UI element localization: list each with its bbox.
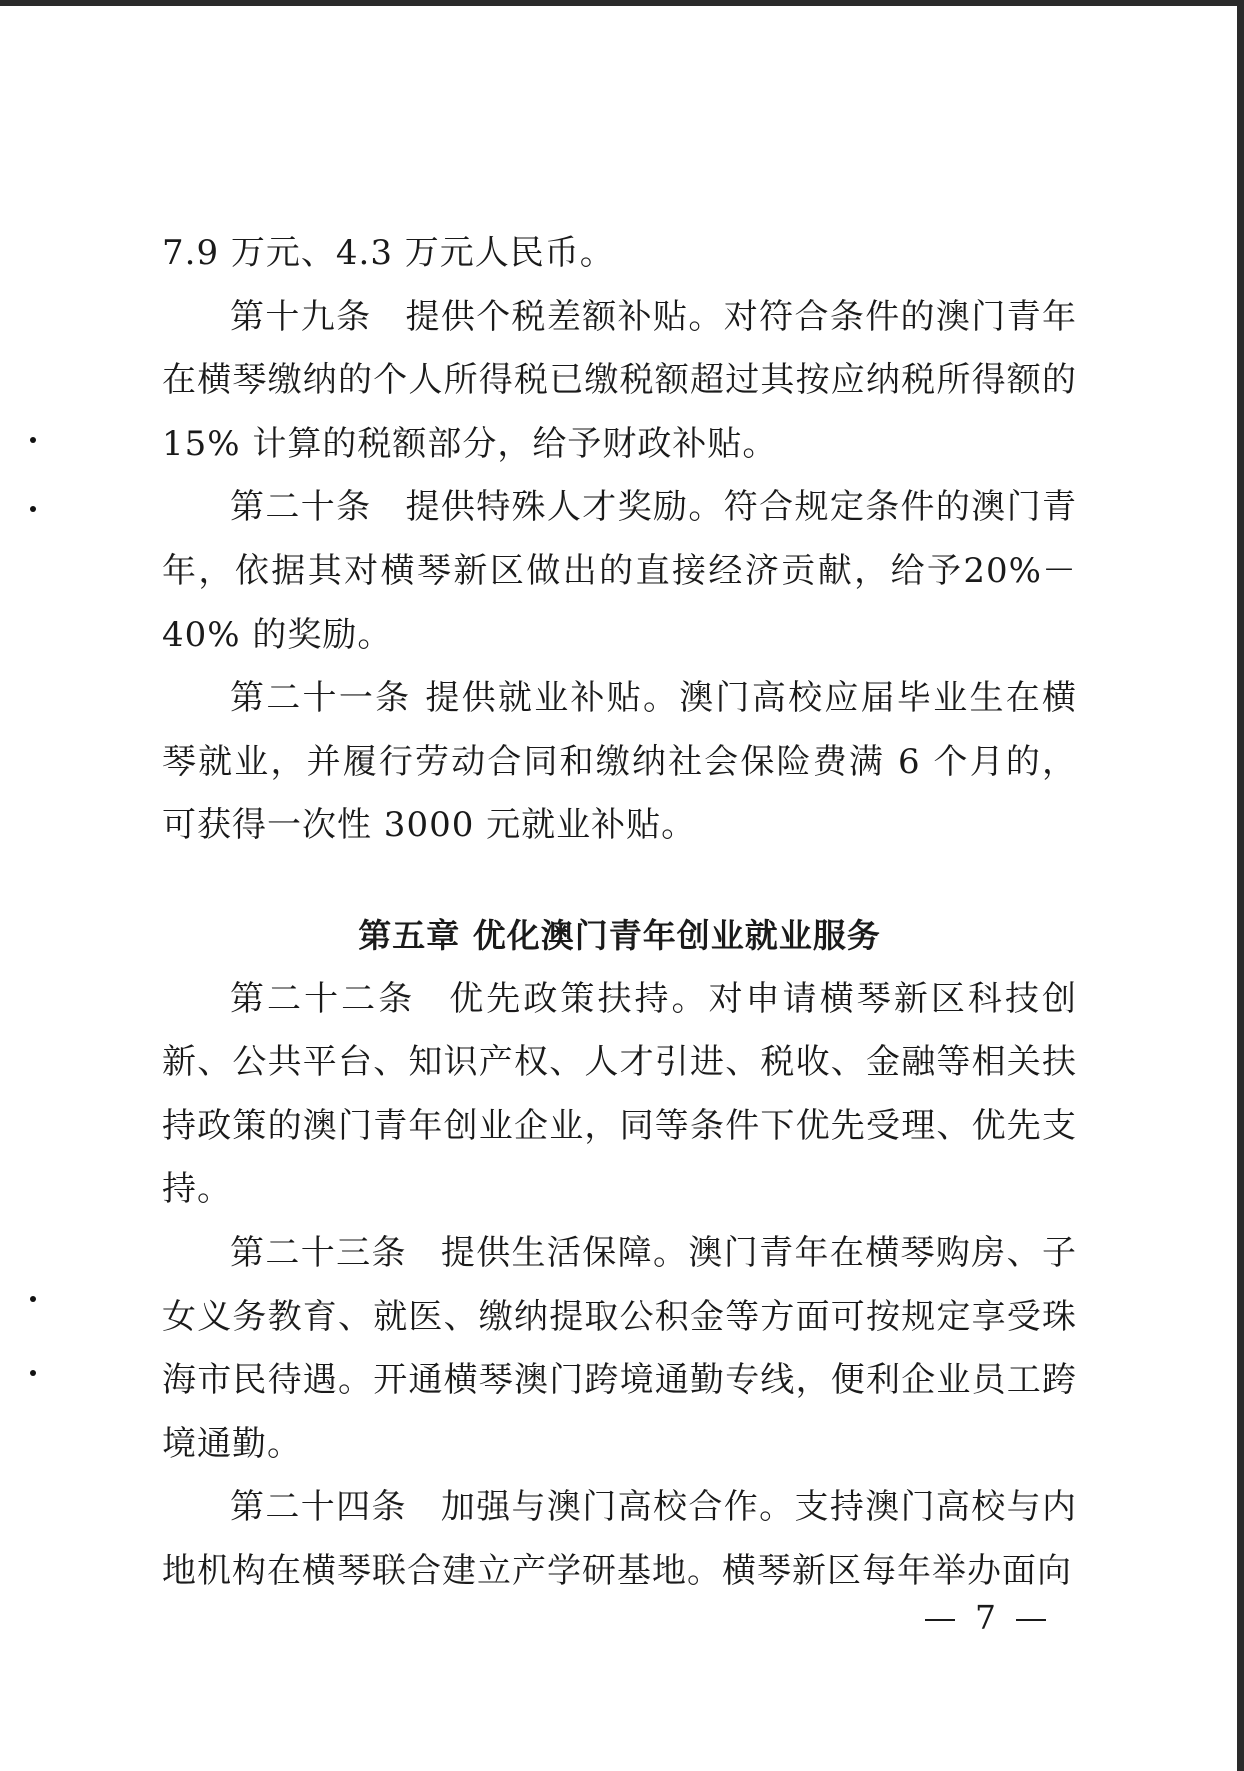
- article-22: [162, 968, 1077, 1222]
- scan-border-top: [0, 0, 1244, 6]
- article-number: 第二十四条: [230, 1487, 407, 1528]
- article-number: 第十九条: [230, 296, 372, 337]
- article-number: 第二十一条: [230, 678, 412, 719]
- chapter-heading: 第五章 优化澳门青年创业就业服务: [358, 915, 881, 955]
- binding-hole-mark: [30, 506, 36, 512]
- binding-hole-mark: [30, 437, 36, 443]
- article-number: 第二十二条: [230, 978, 416, 1019]
- binding-hole-mark: [30, 1296, 36, 1302]
- scan-border-right: [1237, 0, 1244, 1771]
- article-number: 第二十三条: [230, 1232, 407, 1273]
- paragraph-continuation: 7.9 万元、4.3 万元人民币。: [162, 233, 615, 273]
- footer-dash-left: [925, 1619, 955, 1621]
- footer-dash-right: [1016, 1619, 1046, 1621]
- article-19: [162, 286, 1077, 477]
- binding-hole-mark: [30, 1370, 36, 1376]
- article-text: 优先政策扶持。对申请横琴新区科技创新、公共平台、知识产权、人才引进、税收、金融等相关扶持政策的澳门青年创业企业，同等条件下优先受理、优先支持。: [162, 978, 1078, 1210]
- article-text: 提供生活保障。澳门青年在横琴购房、子女义务教育、就医、缴纳提取公积金等方面可按规定享受珠海市民待遇。开通横琴澳门跨境通勤专线，便利企业员工跨境通勤。: [162, 1232, 1078, 1464]
- article-text: 加强与澳门高校合作。支持澳门高校与内地机构在横琴联合建立产学研基地。横琴新区每年举办面向: [162, 1487, 1078, 1591]
- article-text: 提供就业补贴。澳门高校应届毕业生在横琴就业，并履行劳动合同和缴纳社会保险费满 6 个月的，可获得一次性 3000 元就业补贴。: [162, 678, 1078, 846]
- article-number: 第二十条: [230, 487, 372, 528]
- page-number: 7: [975, 1598, 996, 1637]
- article-20: [162, 476, 1077, 667]
- document-body: [162, 222, 1077, 1603]
- page-footer: [925, 1598, 1046, 1637]
- article-text: 提供特殊人才奖励。符合规定条件的澳门青年，依据其对横琴新区做出的直接经济贡献，给予20%－40% 的奖励。: [162, 487, 1078, 655]
- article-text: 提供个税差额补贴。对符合条件的澳门青年在横琴缴纳的个人所得税已缴税额超过其按应纳税所得额的15% 计算的税额部分，给予财政补贴。: [162, 296, 1078, 464]
- article-24: [162, 1476, 1077, 1603]
- article-21: [162, 667, 1077, 858]
- article-23: [162, 1222, 1077, 1476]
